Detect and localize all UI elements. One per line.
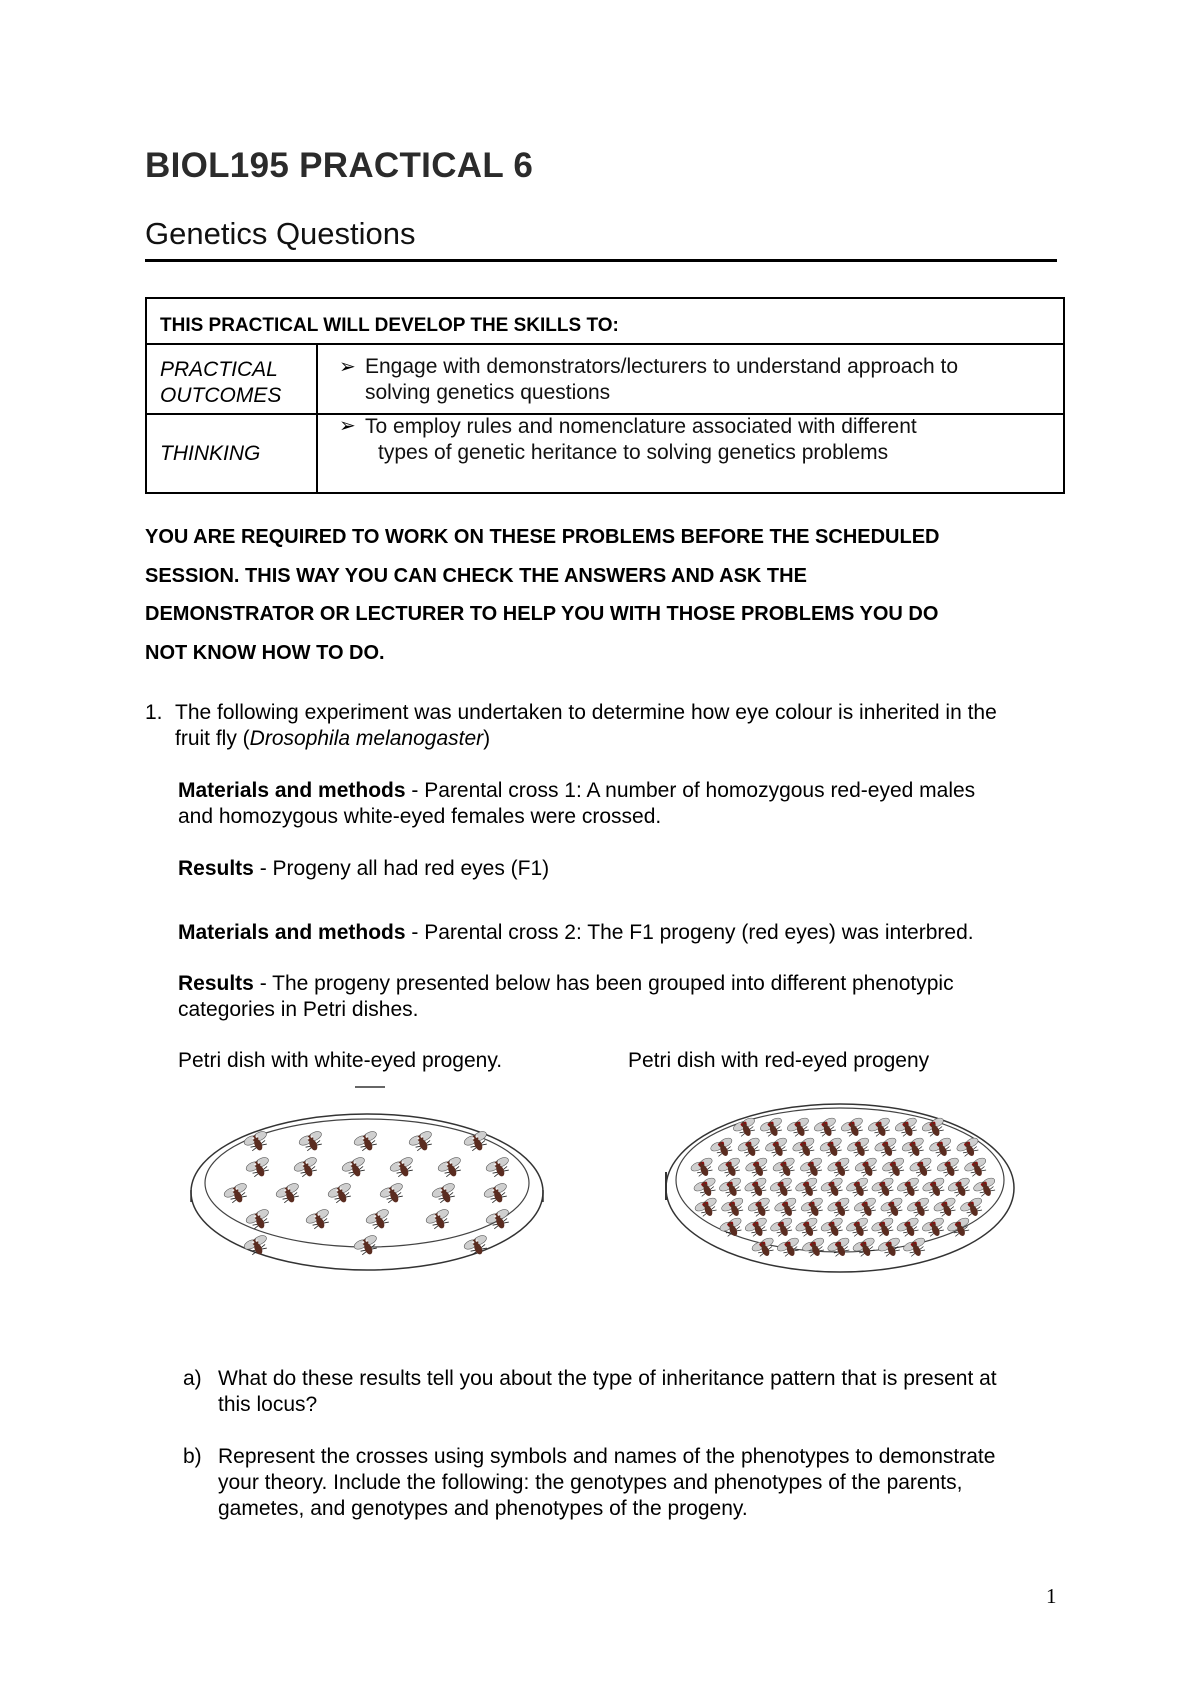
page-number: 1 [1046, 1584, 1057, 1608]
section-text: and homozygous white-eyed females were crossed. [178, 805, 662, 828]
skills-row-practical-outcomes [147, 345, 1063, 415]
title-divider [145, 259, 1057, 262]
warning-line: DEMONSTRATOR OR LECTURER TO HELP YOU WITH THOSE PROBLEMS YOU DO [145, 603, 939, 625]
row-label-thinking: THINKING [160, 442, 261, 465]
results-1 [178, 856, 1058, 882]
question-line: The following experiment was undertaken to determine how eye colour is inherited in the [175, 701, 997, 724]
petri-dish-red-eyed [660, 1080, 1020, 1280]
sub-question-line: Represent the crosses using symbols and names of the phenotypes to demonstrate [218, 1445, 996, 1468]
row-label-practical [160, 357, 281, 409]
instructions-warning [145, 518, 1065, 672]
text-span: ) [483, 727, 491, 750]
sub-question-label: a) [183, 1367, 202, 1390]
row-label-line: PRACTICAL [160, 358, 278, 381]
section-text: categories in Petri dishes. [178, 998, 419, 1021]
section-label: Results [178, 972, 254, 995]
bullet-line: To employ rules and nomenclature associated with different [365, 415, 917, 438]
text-span: fruit fly ( [175, 727, 250, 750]
materials-methods-1 [178, 778, 1058, 830]
section-label: Materials and methods [178, 779, 406, 802]
page-subtitle: Genetics Questions [145, 216, 416, 251]
skill-bullet-text [365, 414, 917, 466]
warning-line: YOU ARE REQUIRED TO WORK ON THESE PROBLEMS BEFORE THE SCHEDULED [145, 526, 940, 548]
results-2 [178, 971, 1058, 1023]
section-text: - Parental cross 2: The F1 progeny (red eyes) was interbred. [405, 921, 974, 944]
warning-line: NOT KNOW HOW TO DO. [145, 641, 385, 664]
caption-red-dish: Petri dish with red-eyed progeny [628, 1049, 930, 1072]
petri-dish-white-eyed [185, 1080, 550, 1275]
section-text: - Parental cross 1: A number of homozygous red-eyed males [405, 779, 976, 802]
skills-table-heading: THIS PRACTICAL WILL DEVELOP THE SKILLS TO: [147, 299, 1063, 345]
bullet-line: Engage with demonstrators/lecturers to understand approach to [365, 355, 959, 378]
row-label-line: OUTCOMES [160, 384, 282, 407]
sub-question-line: this locus? [218, 1393, 318, 1416]
section-text: - The progeny presented below has been grouped into different phenotypic [253, 972, 954, 995]
section-label: Results [178, 857, 254, 880]
question-1-text [175, 700, 1060, 752]
skill-bullet-text [365, 354, 958, 406]
bullet-line: types of genetic heritance to solving genetics problems [378, 441, 889, 464]
arrow-bullet-icon: ➢ [339, 356, 356, 378]
sub-question-label: b) [183, 1445, 202, 1468]
caption-white-dish: Petri dish with white-eyed progeny. [178, 1049, 503, 1072]
sub-question-line: your theory. Include the following: the genotypes and phenotypes of the parents, [218, 1471, 963, 1494]
question-line [175, 726, 1060, 752]
page-title: BIOL195 PRACTICAL 6 [145, 146, 534, 185]
skills-row-thinking [147, 415, 1063, 492]
bullet-line: solving genetics questions [365, 381, 611, 404]
warning-line: SESSION. THIS WAY YOU CAN CHECK THE ANSWERS AND ASK THE [145, 564, 807, 587]
column-divider [316, 415, 318, 492]
arrow-bullet-icon: ➢ [339, 415, 356, 437]
sub-question-text [218, 1366, 1063, 1418]
section-label: Materials and methods [178, 921, 406, 944]
sub-question-line: gametes, and genotypes and phenotypes of the progeny. [218, 1497, 748, 1520]
sub-question-text [218, 1444, 1063, 1522]
species-name: Drosophila melanogaster [249, 727, 484, 750]
sub-question-line: What do these results tell you about the type of inheritance pattern that is present at [218, 1367, 997, 1390]
column-divider [316, 345, 318, 413]
skills-table [145, 297, 1065, 494]
materials-methods-2 [178, 920, 1058, 946]
question-number: 1. [145, 701, 163, 724]
section-text: - Progeny all had red eyes (F1) [253, 857, 550, 880]
